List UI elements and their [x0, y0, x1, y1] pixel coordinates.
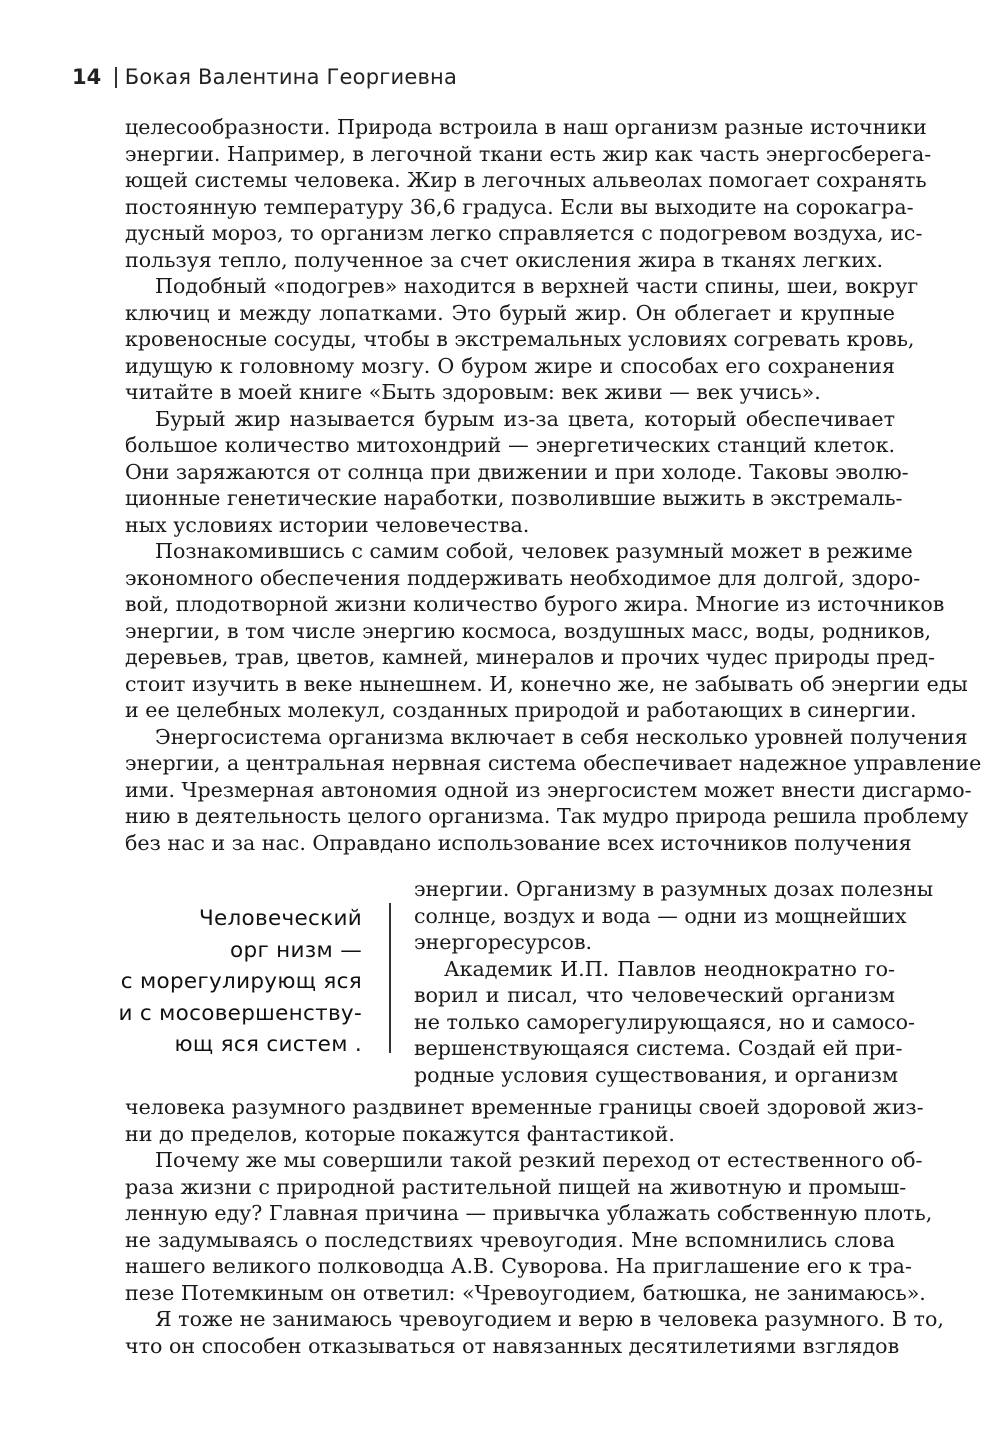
body-text-bottom	[125, 1094, 944, 1359]
text-line: постоянную температуру 36,6 градуса. Если вы выходите на сорокагра-	[125, 194, 914, 219]
body-text-wrapped	[414, 876, 934, 1088]
text-line: экономного обеспечения поддерживать необходимое для долгой, здоро-	[125, 565, 921, 590]
text-line: энергии, в том числе энергию космоса, воздушных масс, воды, родников,	[125, 618, 932, 643]
text-line: вершенствующаяся система. Создай ей при-	[414, 1036, 903, 1060]
text-line: идущую к головному мозгу. О буром жире и способах его сохранения	[125, 353, 895, 378]
text-line: читайте в моей книге «Быть здоровым: век живи — век учись».	[125, 380, 821, 404]
text-line: Бурый жир называется бурым из-за цвета, который обеспечивает	[155, 406, 895, 431]
text-line: Энергосистема организма включает в себя несколько уровней получения	[155, 724, 968, 749]
text-line: вой, плодотворной жизни количество бурого жира. Многие из источников	[125, 592, 945, 616]
text-line: ционные генетические наработки, позволившие выжить в экстремаль-	[125, 486, 903, 510]
text-line: энергии. Организму в разумных дозах полезны	[414, 877, 934, 901]
text-line: пезе Потемкиным он ответил: «Чревоугодием, батюшка, не занимаюсь».	[125, 1280, 926, 1305]
text-line: целесообразности. Природа встроила в наш организм разные источники	[125, 115, 927, 139]
pull-quote-line: и с мосовершенству-	[118, 1000, 362, 1026]
text-line: нию в деятельность целого организма. Так мудро природа решила проблему	[125, 804, 969, 828]
pull-quote	[66, 903, 362, 1061]
text-line: деревьев, трав, цветов, камней, минералов и прочих чудес природы пред-	[125, 645, 935, 669]
text-line: нашего великого полководца А.В. Суворова. На приглашение его к тра-	[125, 1254, 912, 1278]
text-line: солнце, воздух и вода — одни из мощнейших	[414, 903, 907, 928]
text-line: Познакомившись с самим собой, человек разумный может в режиме	[155, 539, 913, 563]
pull-quote-line: орг низм —	[230, 937, 362, 963]
text-line: что он способен отказываться от навязанных десятилетиями взглядов	[125, 1333, 900, 1358]
text-line: Академик И.П. Павлов неоднократно го-	[444, 956, 895, 981]
running-header	[72, 62, 457, 92]
text-line: ворил и писал, что человеческий организм	[414, 983, 895, 1007]
text-line: Почему же мы совершили такой резкий переход от естественного об-	[155, 1148, 923, 1172]
text-line: Подобный «подогрев» находится в верхней части спины, шеи, вокруг	[155, 274, 919, 298]
header-divider	[115, 67, 117, 88]
text-line: ими. Чрезмерная автономия одной из энергосистем может внести дисгармо-	[125, 777, 972, 802]
text-line: не задумываясь о последствиях чревоугодия. Мне вспомнились слова	[125, 1227, 895, 1252]
text-line: Я тоже не занимаюсь чревоугодием и верю в человека разумного. В то,	[155, 1307, 944, 1331]
text-line: кровеносные сосуды, чтобы в экстремальных условиях согревать кровь,	[125, 327, 915, 351]
text-line: стоит изучить в веке нынешнем. И, конечно же, не забывать об энергии еды	[125, 671, 968, 696]
text-line: человека разумного раздвинет временные границы своей здоровой жиз-	[125, 1095, 924, 1119]
text-line: ключиц и между лопатками. Это бурый жир. Он облегает и крупные	[125, 300, 895, 325]
text-line: родные условия существования, и организм	[414, 1062, 899, 1087]
text-line: раза жизни с природной растительной пищей на животную и промыш-	[125, 1174, 907, 1199]
body-text-top	[125, 114, 982, 856]
pull-quote-line: ющ яся систем .	[174, 1032, 362, 1057]
pull-quote-line: с морегулирующ яся	[120, 969, 362, 994]
text-line: большое количество митохондрий — энергетических станций клеток.	[125, 433, 895, 457]
text-line: энергоресурсов.	[414, 930, 593, 954]
running-header-author: Бокая Валентина Георгиевна	[124, 65, 458, 89]
text-line: ных условиях истории человечества.	[125, 512, 530, 537]
pull-quote-divider	[389, 903, 391, 1053]
pull-quote-line: Человеческий	[198, 906, 362, 931]
text-line: Они заряжаются от солнца при движении и при холоде. Таковы эволю-	[125, 459, 909, 484]
text-line: энергии. Например, в легочной ткани есть жир как часть энергосберега-	[125, 141, 932, 166]
text-line: без нас и за нас. Оправдано использование всех источников получения	[125, 830, 912, 855]
text-line: и ее целебных молекул, созданных природой и работающих в синергии.	[125, 698, 917, 722]
text-line: ни до пределов, которые покажутся фантастикой.	[125, 1121, 675, 1146]
text-line: пользуя тепло, полученное за счет окисления жира в тканях легких.	[125, 247, 884, 272]
text-line: не только саморегулирующаяся, но и самосо-	[414, 1009, 915, 1034]
page-number: 14	[72, 65, 102, 89]
text-line: ленную еду? Главная причина — привычка ублажать собственную плоть,	[125, 1201, 933, 1225]
text-line: энергии, а центральная нервная система обеспечивает надежное управление	[125, 751, 982, 775]
text-line: дусный мороз, то организм легко справляется с подогревом воздуха, ис-	[125, 221, 923, 245]
text-line: ющей системы человека. Жир в легочных альвеолах помогает сохранять	[125, 168, 927, 192]
